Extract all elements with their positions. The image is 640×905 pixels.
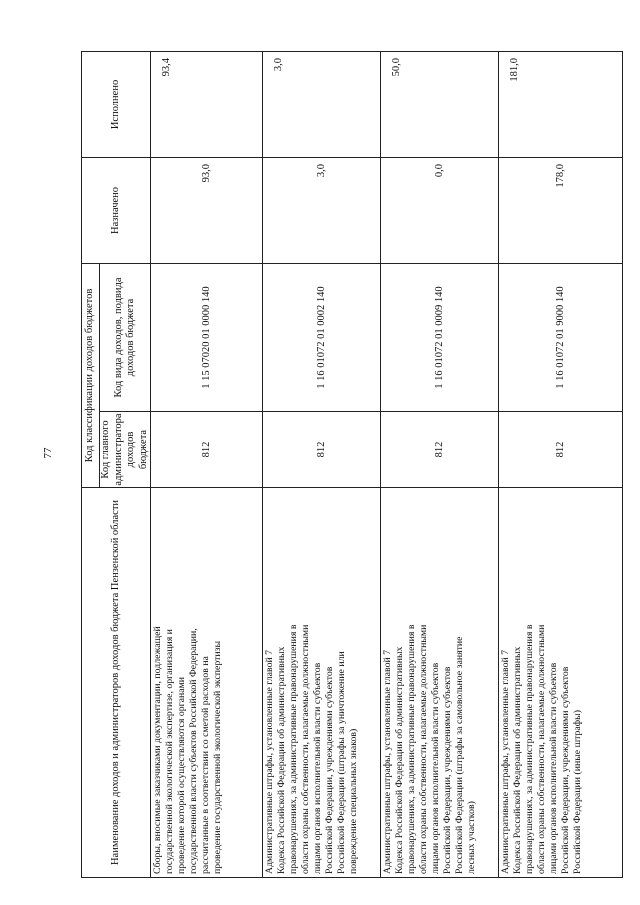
revenue-table-container (81, 52, 615, 878)
row-income-code: 1 16 01072 01 0009 140 (381, 263, 499, 411)
row-name-line: Российской Федерации (иные штрафы) (571, 710, 583, 874)
row-name-line: области охраны собственности, налагаемые должностными (536, 624, 548, 874)
row-name-line: правонарушениях, за административные правонарушения в (288, 624, 300, 874)
row-name-line: Российской Федерации, учреждениями субъектов (323, 666, 335, 874)
row-assigned: 0,0 (381, 157, 499, 263)
row-name-line: государственной экологической экспертизе, организация и (164, 629, 176, 874)
row-name-line: Административные штрафы, установленные главой 7 (382, 649, 394, 874)
row-name-line: Кодекса Российской Федерации об административных (512, 646, 524, 874)
row-name-line: Сборы, вносимые заказчиками документации, подлежащей (152, 626, 164, 874)
row-income-code: 1 16 01072 01 9000 140 (499, 263, 623, 411)
header-assigned: Назначено (82, 157, 151, 263)
row-name-line: правонарушениях, за административные правонарушения в (524, 624, 536, 874)
row-name-line: проведение которой осуществляются органами (176, 676, 188, 874)
row-assigned: 3,0 (263, 157, 381, 263)
revenue-table (81, 51, 623, 878)
row-name-line: лицами органов исполнительной власти субъектов (312, 662, 323, 874)
row-admin-code: 812 (381, 412, 499, 488)
row-name-line: области охраны собственности, налагаемые должностными (300, 624, 312, 874)
row-assigned: 93,0 (151, 157, 263, 263)
header-admin-code: Код главного администратора доходов бюджета (100, 412, 151, 488)
page-number: 77 (42, 447, 54, 459)
row-admin-code: 812 (151, 412, 263, 488)
row-admin-code: 812 (499, 412, 623, 488)
row-executed: 3,0 (263, 51, 381, 157)
row-name-line: лесных участков) (465, 801, 477, 874)
row-name-line: рассчитанные в соответствии со сметой расходов на (200, 656, 211, 874)
row-name-line: повреждение специальных знаков) (347, 728, 359, 874)
row-income-code: 1 15 07020 01 0000 140 (151, 263, 263, 411)
row-executed: 181,0 (499, 51, 623, 157)
header-classification-group: Код классификации доходов бюджетов (82, 263, 100, 487)
row-name (499, 488, 623, 878)
table-row (381, 51, 499, 877)
row-name-line: проведение государственной экологической экспертизы (211, 640, 223, 874)
row-name-line: Российской Федерации (штрафы за самовольное занятие (453, 636, 465, 874)
row-admin-code: 812 (263, 412, 381, 488)
row-name-line: Административные штрафы, установленные главой 7 (264, 649, 276, 874)
row-name-line: Российской Федерации, учреждениями субъектов (559, 666, 571, 874)
row-name-line: Кодекса Российской Федерации об административных (394, 646, 406, 874)
row-executed: 50,0 (381, 51, 499, 157)
row-name (263, 488, 381, 878)
row-name-line: Российской Федерации (штрафы за уничтожение или (335, 651, 347, 874)
row-income-code: 1 16 01072 01 0002 140 (263, 263, 381, 411)
row-name-line: Административные штрафы, установленные главой 7 (500, 649, 512, 874)
table-row (151, 51, 263, 877)
row-name-line: области охраны собственности, налагаемые должностными (418, 624, 430, 874)
header-income-code: Код вида доходов, подвида доходов бюджета (100, 263, 151, 411)
row-name-line: лицами органов исполнительной власти субъектов (548, 662, 559, 874)
row-name (381, 488, 499, 878)
row-name-line: правонарушениях, за административные правонарушения в (406, 624, 418, 874)
header-name: Наименование доходов и администраторов доходов бюджета Пензенской области (82, 488, 151, 878)
row-name (151, 488, 263, 878)
row-name-line: Российской Федерации, учреждениями субъектов (441, 666, 453, 874)
row-name-line: лицами органов исполнительной власти субъектов (430, 662, 441, 874)
table-row (263, 51, 381, 877)
row-name-line: Кодекса Российской Федерации об административных (276, 646, 288, 874)
row-assigned: 178,0 (499, 157, 623, 263)
row-name-line: государственной власти субъектов Российской Федерации, (188, 628, 200, 874)
table-row (499, 51, 623, 877)
row-executed: 93,4 (151, 51, 263, 157)
header-executed: Исполнено (82, 51, 151, 157)
